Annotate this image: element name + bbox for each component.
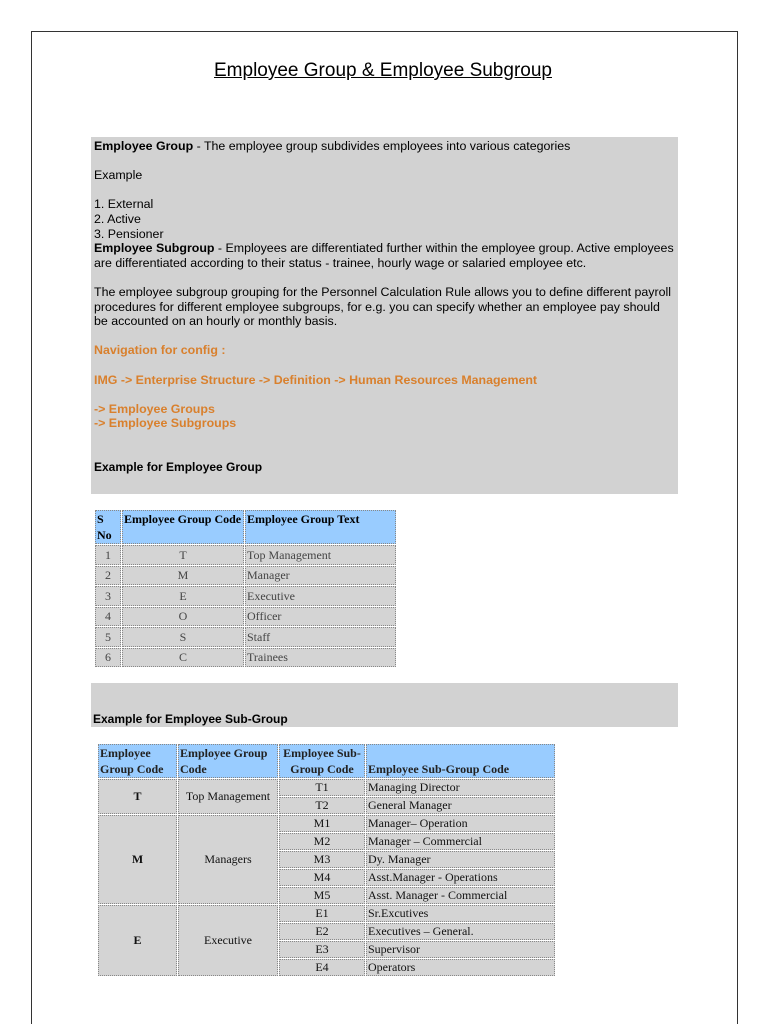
section-heading-employee-group: Example for Employee Group	[94, 460, 263, 475]
table-row	[98, 815, 555, 832]
cell-sno: 6	[95, 648, 121, 668]
cell-group-code: E	[122, 586, 244, 606]
cell-subgroup-text: Executives – General.	[366, 923, 555, 940]
cell-sno: 2	[95, 566, 121, 586]
cell-sno: 4	[95, 607, 121, 627]
cell-subgroup-code: E3	[279, 941, 365, 958]
section-heading-employee-subgroup: Example for Employee Sub-Group	[93, 712, 288, 726]
cell-group-text: Executive	[245, 586, 396, 606]
cell-group-code: M	[122, 566, 244, 586]
cell-group-code: M	[98, 815, 177, 904]
cell-subgroup-code: M4	[279, 869, 365, 886]
cell-subgroup-text: Dy. Manager	[366, 851, 555, 868]
cell-subgroup-text: Asst. Manager - Commercial	[366, 887, 555, 904]
cell-subgroup-code: T2	[279, 797, 365, 814]
nav-link-employee-groups[interactable]: -> Employee Groups	[94, 401, 215, 416]
employee-subgroup-definition	[94, 241, 675, 270]
col-header-subgroup-text: Employee Sub-Group Code	[366, 744, 555, 778]
cell-group-code: S	[122, 627, 244, 647]
employee-subgroup-label: Employee Subgroup	[94, 241, 215, 256]
cell-group-name: Managers	[178, 815, 278, 904]
subgroup-grouping-paragraph: The employee subgroup grouping for the Personnel Calculation Rule allows you to define different payroll procedures for different employee subgroups, for e.g. you can specify whether an employee pay should be accounted on an hourly or monthly basis.	[94, 284, 671, 329]
navigation-path: IMG -> Enterprise Structure -> Definition -> Human Resources Management	[94, 372, 538, 387]
cell-subgroup-code: E1	[279, 905, 365, 922]
col-header-subgroup-code: Employee Sub-Group Code	[279, 744, 365, 778]
cell-sno: 1	[95, 545, 121, 565]
cell-group-code: O	[122, 607, 244, 627]
employee-group-text: - The employee group subdivides employees into various categories	[193, 139, 571, 153]
cell-subgroup-code: E2	[279, 923, 365, 940]
employee-group-label: Employee Group	[94, 139, 194, 153]
table-row	[98, 779, 555, 796]
employee-group-definition	[94, 139, 675, 154]
cell-subgroup-code: M2	[279, 833, 365, 850]
cell-group-name: Executive	[178, 905, 278, 976]
nav-link-employee-subgroups[interactable]: -> Employee Subgroups	[94, 416, 237, 431]
list-item: 2. Active	[94, 211, 141, 226]
col-header-group-name: Employee Group Code	[178, 744, 278, 778]
cell-group-text: Trainees	[245, 648, 396, 668]
table-header-row	[98, 744, 555, 778]
table-row	[95, 586, 396, 606]
cell-sno: 3	[95, 586, 121, 606]
cell-group-code: T	[122, 545, 244, 565]
cell-subgroup-code: M1	[279, 815, 365, 832]
cell-subgroup-code: T1	[279, 779, 365, 796]
list-item: 3. Pensioner	[94, 226, 164, 241]
col-header-group-code: Employee Group Code	[98, 744, 177, 778]
example-label: Example	[94, 168, 143, 183]
table-row	[95, 627, 396, 647]
list-item: 1. External	[94, 197, 154, 212]
cell-group-code: C	[122, 648, 244, 668]
cell-group-code: E	[98, 905, 177, 976]
cell-subgroup-text: Operators	[366, 959, 555, 976]
col-header-group-text: Employee Group Text	[245, 510, 396, 544]
cell-group-name: Top Management	[178, 779, 278, 814]
employee-subgroup-table	[97, 743, 556, 977]
cell-subgroup-text: Managing Director	[366, 779, 555, 796]
table-row	[95, 566, 396, 586]
cell-subgroup-text: Asst.Manager - Operations	[366, 869, 555, 886]
cell-subgroup-code: M3	[279, 851, 365, 868]
cell-subgroup-text: Manager– Operation	[366, 815, 555, 832]
cell-group-text: Officer	[245, 607, 396, 627]
employee-group-table	[94, 509, 397, 668]
cell-subgroup-text: Supervisor	[366, 941, 555, 958]
table-header-row	[95, 510, 396, 544]
cell-group-code: T	[98, 779, 177, 814]
table-row	[95, 648, 396, 668]
table-row	[98, 905, 555, 922]
cell-sno: 5	[95, 627, 121, 647]
cell-subgroup-code: E4	[279, 959, 365, 976]
cell-subgroup-text: Manager – Commercial	[366, 833, 555, 850]
cell-group-text: Manager	[245, 566, 396, 586]
navigation-label: Navigation for config :	[94, 343, 226, 358]
document-title: Employee Group & Employee Subgroup	[214, 60, 552, 81]
cell-subgroup-code: M5	[279, 887, 365, 904]
table-row	[95, 545, 396, 565]
col-header-group-code: Employee Group Code	[122, 510, 244, 544]
employee-subgroup-text: - Employees are differentiated further within the employee group. Active employees are differentiated according to their status - trainee, hourly wage or salaried employee etc.	[94, 241, 674, 270]
col-header-sno: S No	[95, 510, 121, 544]
cell-group-text: Top Management	[245, 545, 396, 565]
cell-subgroup-text: General Manager	[366, 797, 555, 814]
cell-subgroup-text: Sr.Excutives	[366, 905, 555, 922]
cell-group-text: Staff	[245, 627, 396, 647]
intro-block	[91, 137, 678, 494]
table-row	[95, 607, 396, 627]
